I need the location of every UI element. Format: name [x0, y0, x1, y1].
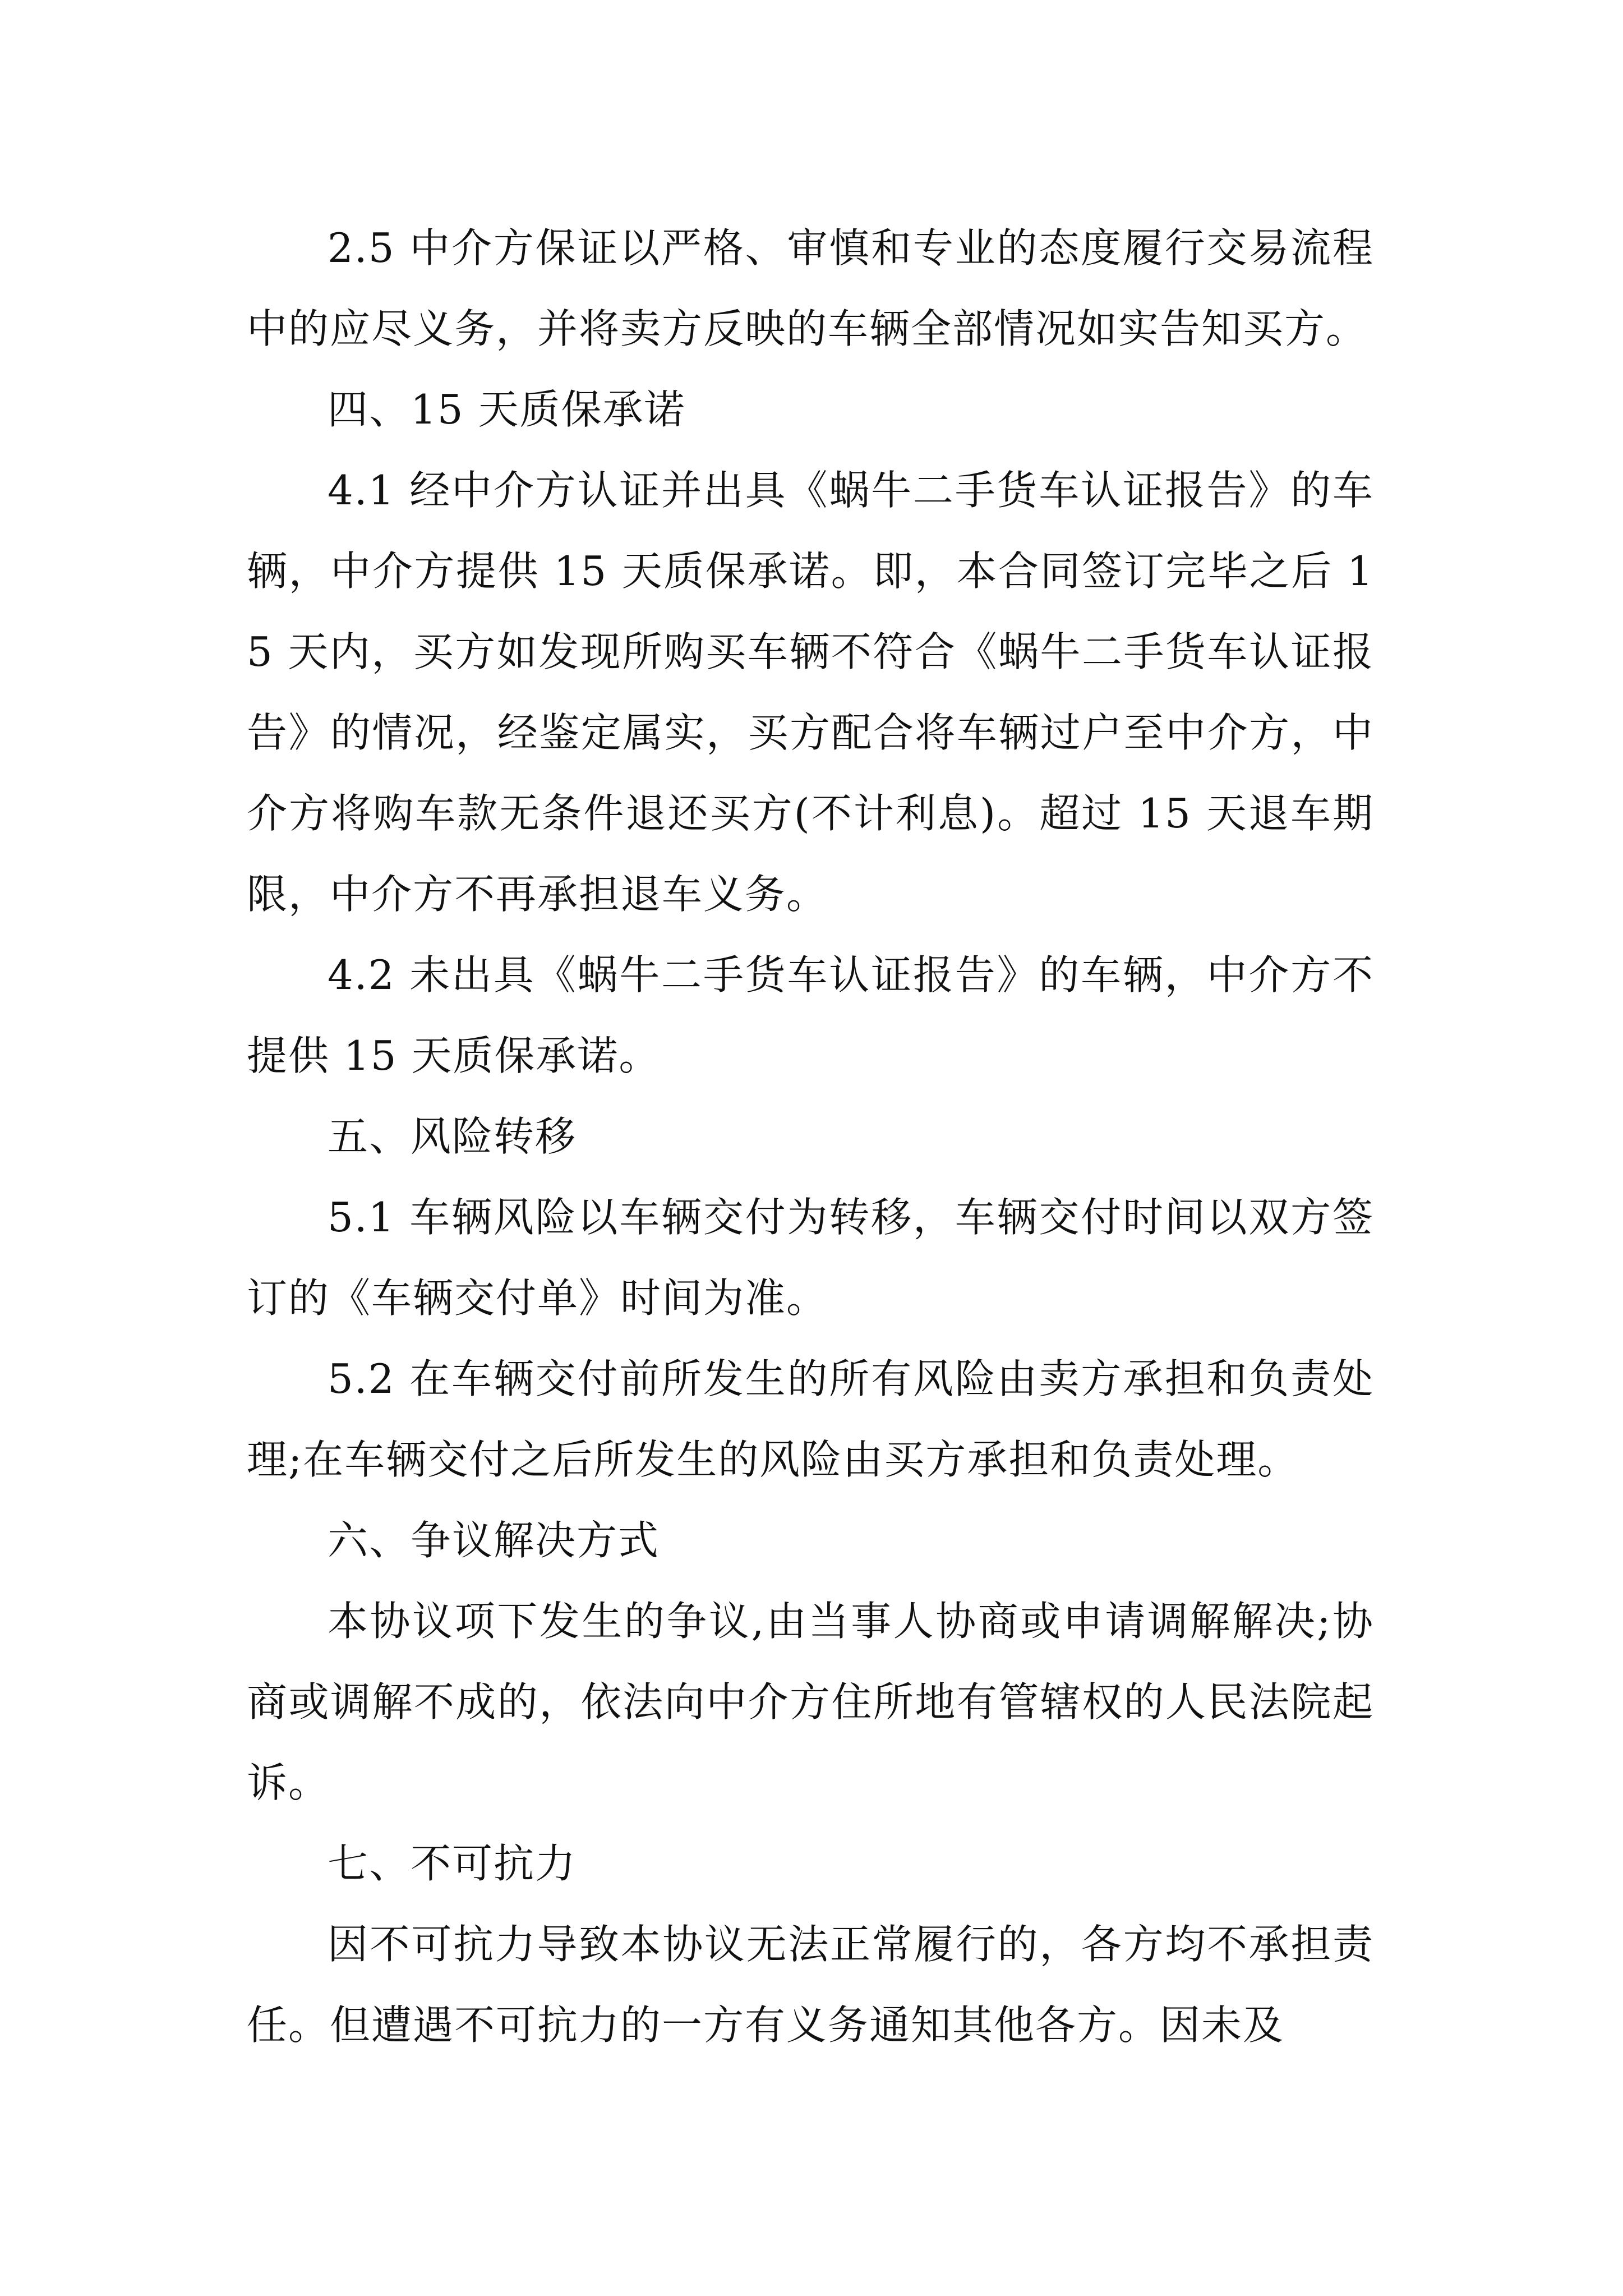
document-body — [247, 208, 1374, 2065]
clause-5-2: 5.2 在车辆交付前所发生的所有风险由卖方承担和负责处理;在车辆交付之后所发生的风险由买方承担和负责处理。 — [247, 1355, 1374, 1483]
section-5-heading: 五、风险转移 — [328, 1113, 577, 1160]
section-7-heading: 七、不可抗力 — [328, 1840, 577, 1887]
section-6-body: 本协议项下发生的争议,由当事人协商或申请调解解决;协商或调解不成的，依法向中介方住所地有管辖权的人民法院起诉。 — [247, 1598, 1374, 1806]
clause-2-5: 2.5 中介方保证以严格、审慎和专业的态度履行交易流程中的应尽义务，并将卖方反映的车辆全部情况如实告知买方。 — [247, 224, 1374, 352]
section-7-body: 因不可抗力导致本协议无法正常履行的，各方均不承担责任。但遭遇不可抗力的一方有义务通知其他各方。因未及 — [247, 1921, 1374, 2049]
clause-4-2: 4.2 未出具《蜗牛二手货车认证报告》的车辆，中介方不提供 15 天质保承诺。 — [247, 951, 1374, 1079]
section-6-heading: 六、争议解决方式 — [328, 1517, 660, 1564]
clause-5-1: 5.1 车辆风险以车辆交付为转移，车辆交付时间以双方签订的《车辆交付单》时间为准。 — [247, 1194, 1374, 1322]
section-4-heading: 四、15 天质保承诺 — [328, 386, 686, 433]
clause-4-1: 4.1 经中介方认证并出具《蜗牛二手货车认证报告》的车辆，中介方提供 15 天质保承诺。即，本合同签订完毕之后 15 天内，买方如发现所购买车辆不符合《蜗牛二手货车认证报告》的情况，经鉴定属实，买方配合将车辆过户至中介方，中介方将购车款无条件退还买方(不计利息)。超过 15 天退车期限，中介方不再承担退车义务。 — [247, 467, 1374, 918]
